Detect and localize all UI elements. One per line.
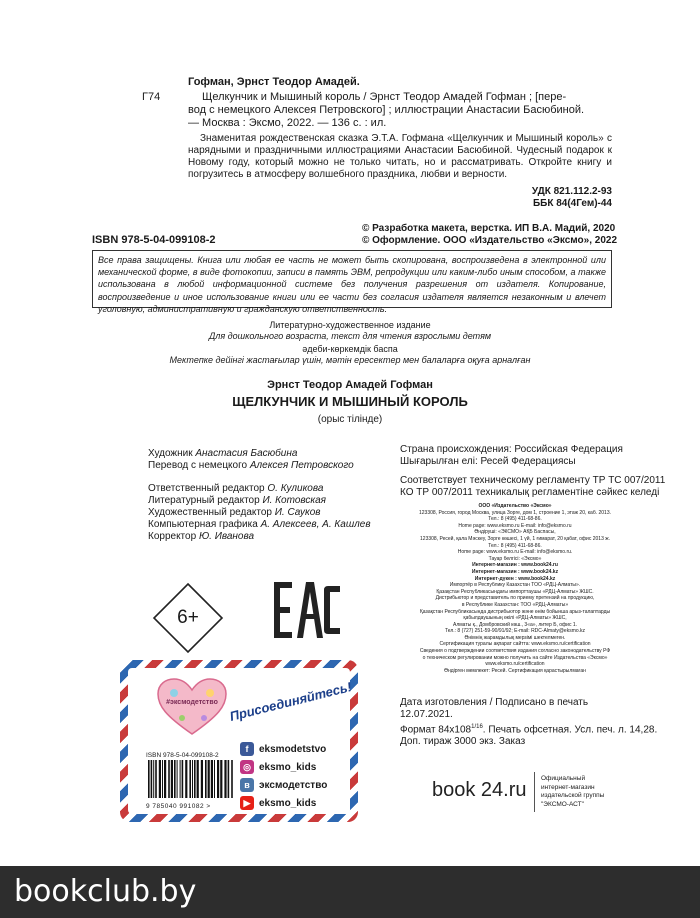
barcode-bar (155, 760, 157, 798)
heart-label: #эксмодетство (166, 699, 218, 706)
publisher-info-line: www.eksmo.ru/certification (485, 661, 545, 668)
title-author: Эрнст Теодор Амадей Гофман (267, 379, 433, 391)
catalog-code: Г74 (142, 91, 161, 103)
publisher-info-line: Тауар белгісі: «Эксмо» (488, 555, 542, 562)
bbk-code: ББК 84(4Гем)-44 (532, 198, 612, 209)
publisher-info-line: Өндіруші: «ЭКСМО» АҚБ Баспасы, (474, 529, 556, 536)
publisher-info-line: Интернет-магазин : www.book24.kz (471, 568, 559, 575)
edition-type-ru: Литературно-художественное издание (269, 320, 431, 330)
origin-country-kz: Шығарылған елі: Ресей Федерациясы (400, 456, 576, 467)
publisher-info-line: Алматы қ., Домбровский көш., 3«а», литер Б, офис 1. (452, 621, 578, 628)
barcode-bar (177, 760, 178, 798)
social-vk[interactable]: в эксмодетство (240, 776, 348, 794)
book24-caption: Официальный интернет-магазин издательской группы "ЭКСМО-АСТ" (541, 775, 605, 808)
edition-type-kz: әдеби-көркемдік баспа (302, 344, 398, 354)
credit-graphics: Компьютерная графика А. Алексеев, А. Кашлев (148, 519, 371, 530)
publisher-info-line: о техническом регулировании можно получить на сайте Издательства «Эксмо» (422, 654, 608, 661)
barcode-bar (214, 760, 215, 798)
publisher-info-line: Өндірген мемлекет: Ресей. Сертификация қарастырылмаған (444, 667, 586, 674)
catalog-bib-line3: — Москва : Эксмо, 2022. — 136 с. : ил. (188, 117, 387, 129)
barcode-bar (171, 760, 173, 798)
barcode-bar (205, 760, 207, 798)
tech-regulation-kz: КО ТР 007/2011 техникалық регламентіне сәйкес келеді (400, 487, 660, 498)
catalog-bib-line2: вод с немецкого Алексея Петровского] ; иллюстрации Анастасии Басюбиной. (188, 104, 585, 116)
edition-age-kz: Мектепке дейінгі жастағылар үшін, мәтін ересектер мен балаларға оқуға арналған (169, 355, 531, 365)
barcode-bar (217, 760, 219, 798)
publisher-info-line: в Республике Казахстан: ТОО «РДЦ-Алматы» (461, 601, 569, 608)
barcode-bar (220, 760, 222, 798)
origin-block (400, 444, 666, 499)
credit-lit-editor: Литературный редактор И. Котовская (148, 495, 327, 506)
credit-corrector: Корректор Ю. Иванова (148, 531, 255, 542)
book-title: ЩЕЛКУНЧИК И МЫШИНЫЙ КОРОЛЬ (232, 394, 468, 409)
credit-illustrator: Художник Анастасия Басюбина (148, 448, 298, 459)
publisher-info-line: Интернет-дүкен : www.book24.kz (474, 575, 556, 582)
print-info (400, 697, 658, 748)
barcode-bar (174, 760, 176, 798)
credit-art-editor: Художественный редактор И. Сауков (148, 507, 321, 518)
language-note: (орыс тілінде) (317, 414, 383, 425)
youtube-icon: ▶ (240, 796, 254, 810)
barcode-bar (192, 760, 193, 798)
publisher-info-line: Өнімнің жарамдылық мерзімі шектелмеген. (464, 634, 566, 641)
instagram-icon: ◎ (240, 760, 254, 774)
eac-mark (270, 574, 342, 646)
publisher-info-line: Сведения о подтверждении соответствия издания согласно законодательству РФ (419, 648, 611, 655)
social-youtube[interactable]: ▶ eksmo_kids (240, 794, 348, 812)
barcode-bar (201, 760, 203, 798)
publisher-info (405, 503, 625, 674)
social-instagram[interactable]: ◎ eksmo_kids (240, 758, 348, 776)
publisher-info-line: 123308, Ресей, қала Мәскеу, Зорге көшесі, 1 үй, 1 ғимарат, 20 қабат, офис 2013 ж. (420, 535, 610, 542)
barcode-bar (224, 760, 226, 798)
vk-icon: в (240, 778, 254, 792)
barcode-bar (189, 760, 191, 798)
publisher-info-line: Тел.: 8 (727) 251-59-90/91/92; E-mail: RDC-Almaty@eksmo.kz (444, 628, 586, 635)
book24-logo[interactable]: book 24.ru (432, 779, 527, 801)
catalog-annotation: Знаменитая рождественская сказка Э.Т.А. Гофмана «Щелкунчик и Мышиный король» с нарядными и праздничными иллюстрациями Анастасии Басюбиной. Чудесный подарок к Новому году, который можно не только читать, но и рассматривать. Откройте книгу и погрузитесь в атмосферу волшебного праздника, любви и верности. (188, 133, 612, 180)
catalog-bib-line1: Щелкунчик и Мышиный король / Эрнст Теодор Амадей Гофман ; [пере- (202, 91, 567, 103)
tech-regulation: Соответствует техническому регламенту ТР ТС 007/2011 (400, 475, 666, 486)
barcode-bar (208, 760, 210, 798)
credit-translator: Перевод с немецкого Алексея Петровского (148, 460, 354, 471)
barcode-bar (180, 760, 181, 798)
barcode-bar (168, 760, 170, 798)
barcode-bar (197, 760, 199, 798)
barcode-bar (148, 760, 150, 798)
publisher-info-line: ООО «Издательство «Эксмо» (478, 503, 552, 509)
barcode-bar (151, 760, 153, 798)
social-links (240, 740, 348, 812)
print-format: Формат $84x108^{1/16}$. Печать офсетная. Усл. печ. л. 14,28. (400, 724, 658, 736)
print-date: Дата изготовления / Подписано в печать 12.07.2021. (400, 697, 589, 720)
barcode-bar (159, 760, 161, 798)
eac-icon (270, 574, 342, 646)
publisher-info-line: Импортёр в Республику Казахстан ТОО «РДЦ-Алматы». (449, 582, 581, 589)
origin-country: Страна происхождения: Российская Федерация (400, 444, 623, 455)
barcode-block (146, 752, 234, 810)
print-run: Доп. тираж 3000 экз. Заказ (400, 736, 526, 748)
watermark-text: bookclub.by (14, 874, 197, 909)
age-rating-text: 6+ (177, 607, 199, 628)
credit-exec-editor: Ответственный редактор О. Куликова (148, 483, 324, 494)
publisher-info-line: Қазақстан Республикасындағы импорттаушы «РДЦ-Алматы» ЖШС. (436, 588, 594, 595)
barcode-bar (228, 760, 230, 798)
publisher-info-line: Тел.: 8 (495) 411-68-86. (488, 542, 542, 549)
age-rating-badge (150, 580, 226, 656)
facebook-icon: f (240, 742, 254, 756)
publisher-info-line: Дистрибьютор и представитель по приему претензий на продукцию, (435, 595, 595, 602)
book24-divider (534, 772, 535, 812)
join-text: Присоединяйтесь! (228, 679, 354, 724)
barcode-bar (164, 760, 166, 798)
watermark-bar (0, 866, 700, 918)
publisher-info-line: Тел.: 8 (495) 411-68-86. (488, 516, 542, 523)
barcode-isbn: ISBN 978-5-04-099108-2 (146, 752, 219, 759)
publisher-info-line: қабылдаушының өкілі «РДЦ-Алматы» ЖШС, (463, 615, 567, 622)
barcode-bar (162, 760, 163, 798)
publisher-info-line: Home page: www.eksmo.ru E-mail: info@eksmo.ru (458, 522, 572, 529)
edition-age-ru: Для дошкольного возраста, текст для чтения взрослыми детям (208, 331, 492, 341)
barcode-bar (194, 760, 196, 798)
promo-card (120, 660, 358, 822)
catalog-author: Гофман, Эрнст Теодор Амадей. (188, 76, 360, 88)
udk-code: УДК 821.112.2-93 (531, 186, 612, 197)
copyright-design: © Оформление. ООО «Издательство «Эксмо», 2022 (362, 235, 618, 246)
copyright-layout: © Разработка макета, верстка. ИП В.А. Мадий, 2020 (362, 223, 616, 234)
publisher-info-line: Сертификация туралы ақпарат сайтта: www.eksmo.ru/certification (439, 641, 591, 648)
barcode-icon (146, 760, 234, 798)
rights-notice-text: Все права защищены. Книга или любая ее часть не может быть скопирована, воспроизведена в электронной или механической форме, в виде фотокопии, записи в память ЭВМ, репродукции или каким-либо иным способом, а также использована в любой информационной системе без получения разрешения от издателя. Копирование, воспроизведение и иное использование книги или ее части без согласия издателя является незаконным и влечет уголовную, административную и гражданскую ответственность. (98, 255, 606, 314)
isbn: ISBN 978-5-04-099108-2 (92, 234, 216, 246)
heart-icon (156, 678, 228, 736)
barcode-bar (231, 760, 233, 798)
publisher-info-line: Home page: www.eksmo.ru E-mail: info@eksmo.ru. (457, 549, 573, 556)
barcode-digits: 9 785040 991082 > (146, 803, 211, 810)
social-facebook[interactable]: f eksmodetstvo (240, 740, 348, 758)
barcode-bar (185, 760, 187, 798)
barcode-bar (153, 760, 154, 798)
barcode-bar (182, 760, 184, 798)
barcode-bar (211, 760, 213, 798)
publisher-info-line: Интернет-магазин : www.book24.ru (472, 562, 558, 569)
publisher-info-line: Қазақстан Республикасында дистрибьютор және өнім бойынша арыз-талаптарды (419, 608, 611, 615)
credits-block (148, 448, 378, 543)
rights-notice-box (92, 250, 612, 314)
publisher-info-line: 123308, Россия, город Москва, улица Зорге, дом 1, строение 1, этаж 20, каб. 2013. (419, 509, 611, 516)
